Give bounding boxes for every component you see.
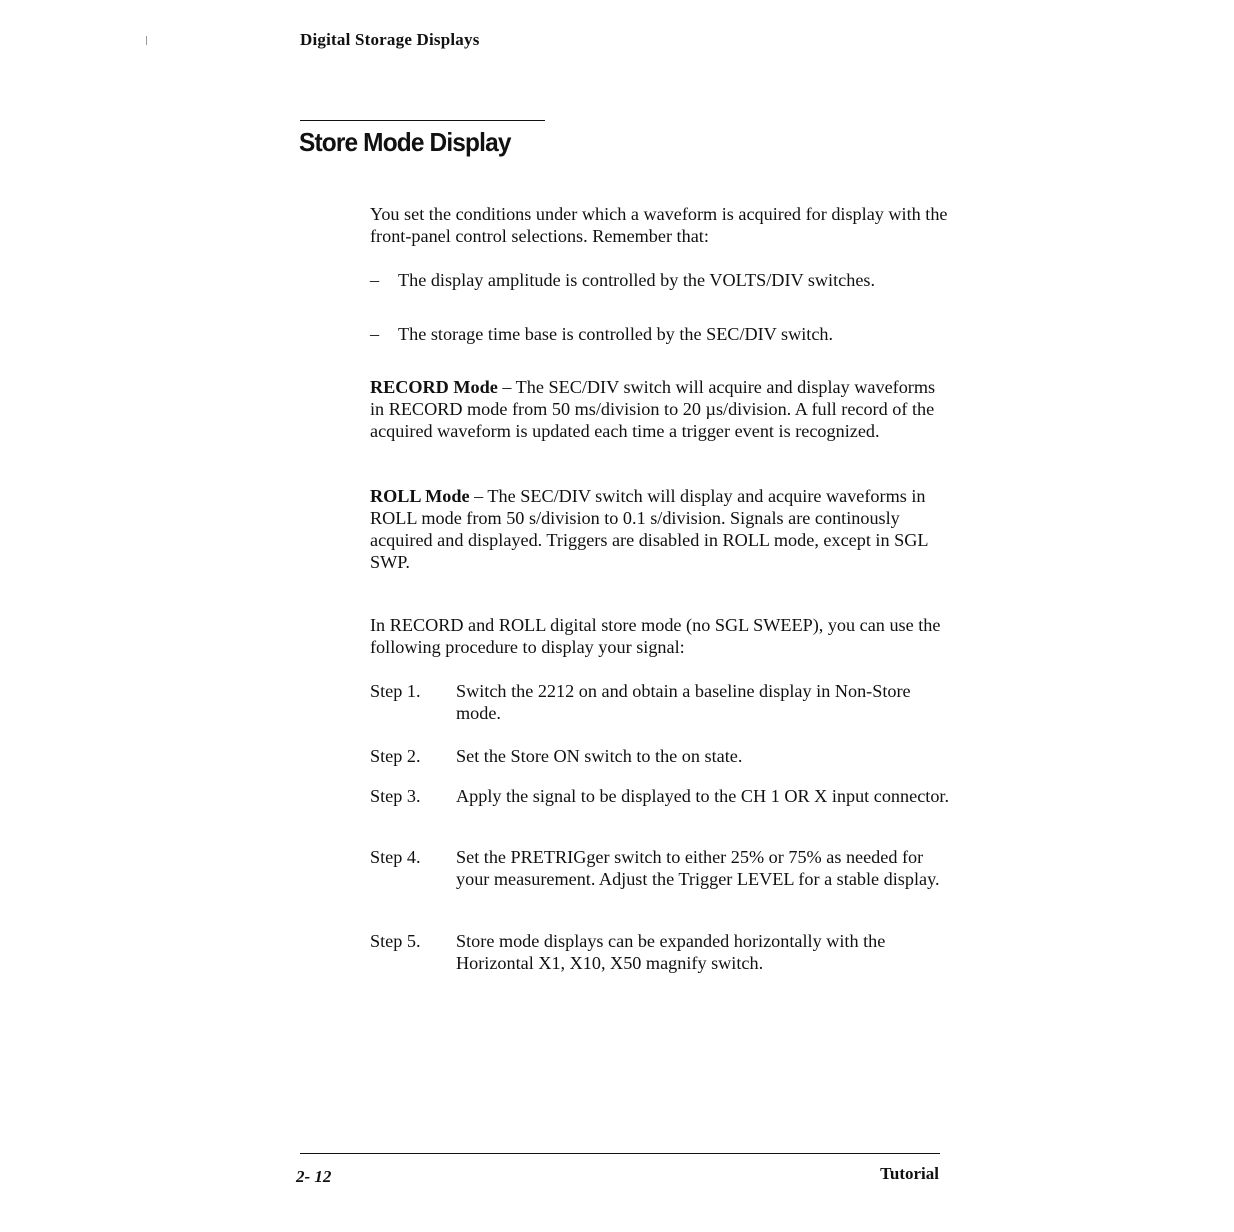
step-label: Step 1. <box>370 681 421 701</box>
step-text: Apply the signal to be displayed to the CH 1 OR X input connector. <box>456 786 950 806</box>
procedure-intro: In RECORD and ROLL digital store mode (no SGL SWEEP), you can use the following procedure to display your signal: <box>370 615 941 657</box>
bullet-text: The storage time base is controlled by the SEC/DIV switch. <box>398 324 834 344</box>
record-mode-paragraph <box>370 376 950 442</box>
step-text: Switch the 2212 on and obtain a baseline display in Non-Store mode. <box>456 681 911 723</box>
step-label: Step 3. <box>370 786 421 806</box>
step-text: Set the Store ON switch to the on state. <box>456 746 743 766</box>
bullet-text: The display amplitude is controlled by the VOLTS/DIV switches. <box>398 270 876 290</box>
step-text: Store mode displays can be expanded horizontally with the Horizontal X1, X10, X50 magnify switch. <box>456 931 886 973</box>
intro-paragraph: You set the conditions under which a waveform is acquired for display with the front-panel control selections. Remember that: <box>370 204 948 246</box>
footer-rule <box>300 1153 940 1154</box>
title-rule <box>300 120 545 121</box>
record-mode-text: – The SEC/DIV switch will acquire and display waveforms in RECORD mode from 50 ms/division to 20 µs/division. A full record of the acquired waveform is updated each time a trigger event is recognized. <box>370 377 936 441</box>
roll-mode-paragraph <box>370 485 950 573</box>
bullet-dash-icon: – <box>370 270 380 290</box>
roll-mode-label: ROLL Mode <box>370 486 470 506</box>
roll-mode-text: – The SEC/DIV switch will display and acquire waveforms in ROLL mode from 50 s/division to 0.1 s/division. Signals are continously acquired and displayed. Triggers are disabled in ROLL mode, except in SGL SWP. <box>370 486 928 572</box>
scan-artifact <box>146 36 147 45</box>
page-number: 2- 12 <box>296 1167 332 1186</box>
footer-section-label: Tutorial <box>880 1164 939 1183</box>
bullet-dash-icon: – <box>370 324 380 344</box>
step-text: Set the PRETRIGger switch to either 25% or 75% as needed for your measurement. Adjust the Trigger LEVEL for a stable display. <box>456 847 940 889</box>
record-mode-label: RECORD Mode <box>370 377 498 397</box>
section-title: Store Mode Display <box>299 127 511 157</box>
step-label: Step 2. <box>370 746 421 766</box>
step-label: Step 5. <box>370 931 421 951</box>
running-head: Digital Storage Displays <box>300 30 480 49</box>
step-label: Step 4. <box>370 847 421 867</box>
